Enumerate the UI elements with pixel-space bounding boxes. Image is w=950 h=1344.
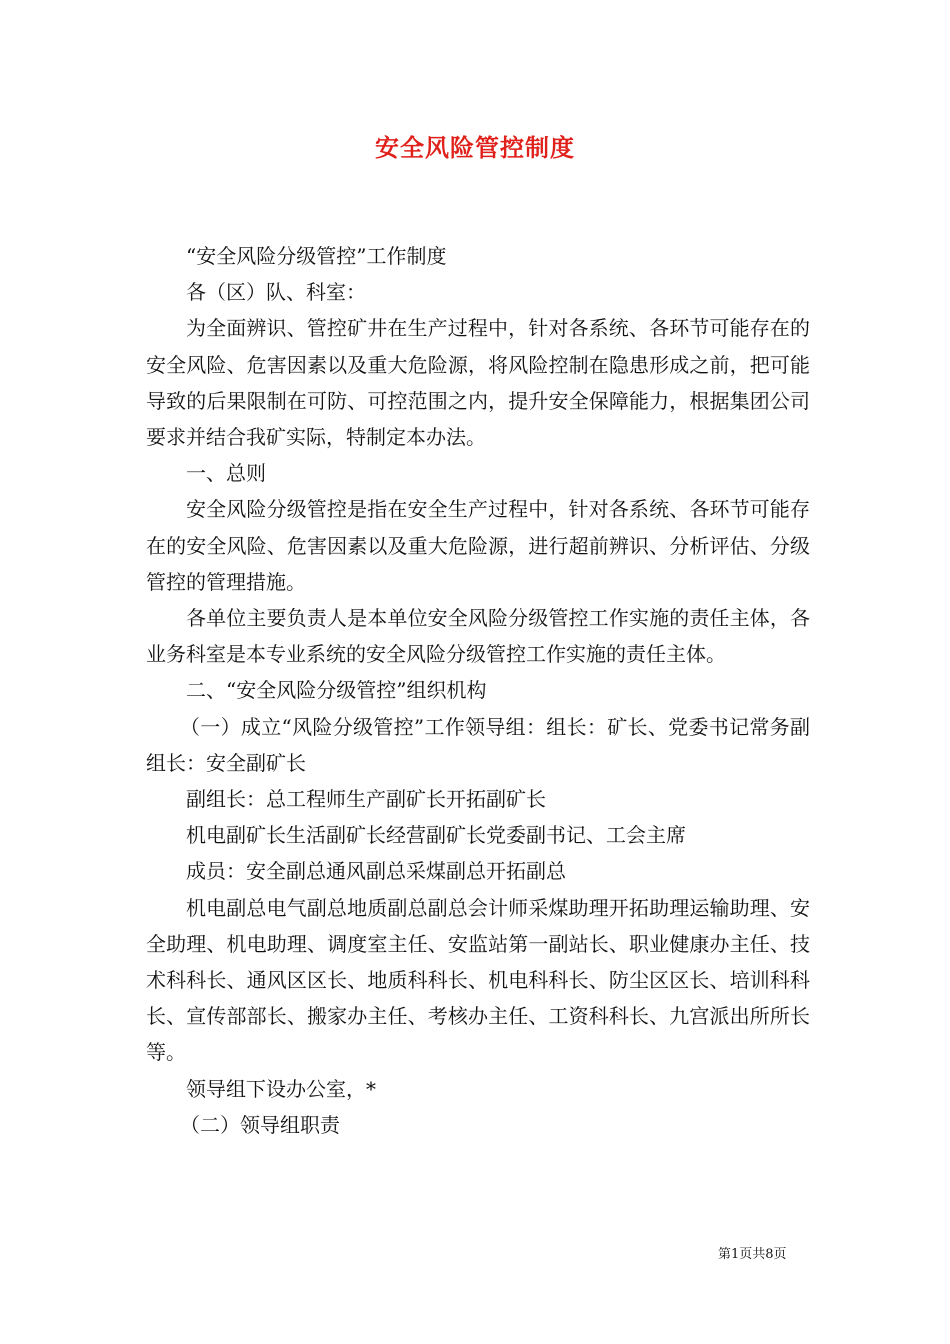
page-number-footer: 第1页共8页 [718, 1247, 787, 1262]
body-paragraph: 副组长：总工程师生产副矿长开拓副矿长 [186, 787, 546, 812]
document-title: 安全风险管控制度 [375, 133, 575, 162]
subsection-paragraph: （一）成立“风险分级管控”工作领导组：组长：矿长、党委书记常务副组长：安全副矿长 [146, 714, 810, 775]
body-paragraph: 为全面辨识、管控矿井在生产过程中，针对各系统、各环节可能存在的安全风险、危害因素以及重大危险源，将风险控制在隐患形成之前，把可能导致的后果限制在可防、可控范围之内，提升安全保障能力，根据集团公司要求并结合我矿实际，特制定本办法。 [146, 316, 810, 450]
subtitle-paragraph: “安全风险分级管控”工作制度 [186, 244, 447, 268]
section-heading: 二、“安全风险分级管控”组织机构 [186, 678, 487, 703]
body-paragraph: 各单位主要负责人是本单位安全风险分级管控工作实施的责任主体，各业务科室是本专业系统的安全风险分级管控工作实施的责任主体。 [146, 606, 810, 667]
section-heading: 一、总则 [186, 461, 266, 486]
body-paragraph: 机电副矿长生活副矿长经营副矿长党委副书记、工会主席 [186, 823, 686, 848]
body-paragraph: 领导组下设办公室，* [186, 1076, 376, 1101]
subsection-heading: （二）领导组职责 [180, 1112, 340, 1137]
body-paragraph: 安全风险分级管控是指在安全生产过程中，针对各系统、各环节可能存在的安全风险、危害因素以及重大危险源，进行超前辨识、分析评估、分级管控的管理措施。 [146, 497, 810, 594]
body-paragraph: 机电副总电气副总地质副总副总会计师采煤助理开拓助理运输助理、安全助理、机电助理、调度室主任、安监站第一副站长、职业健康办主任、技术科科长、通风区区长、地质科科长、机电科科长、防尘区区长、培训科科长、宣传部部长、搬家办主任、考核办主任、工资科科长、九宫派出所所长等。 [146, 895, 810, 1065]
body-paragraph: 成员：安全副总通风副总采煤副总开拓副总 [186, 859, 566, 884]
document-body [146, 238, 810, 1143]
salutation-paragraph: 各（区）队、科室： [186, 280, 366, 305]
